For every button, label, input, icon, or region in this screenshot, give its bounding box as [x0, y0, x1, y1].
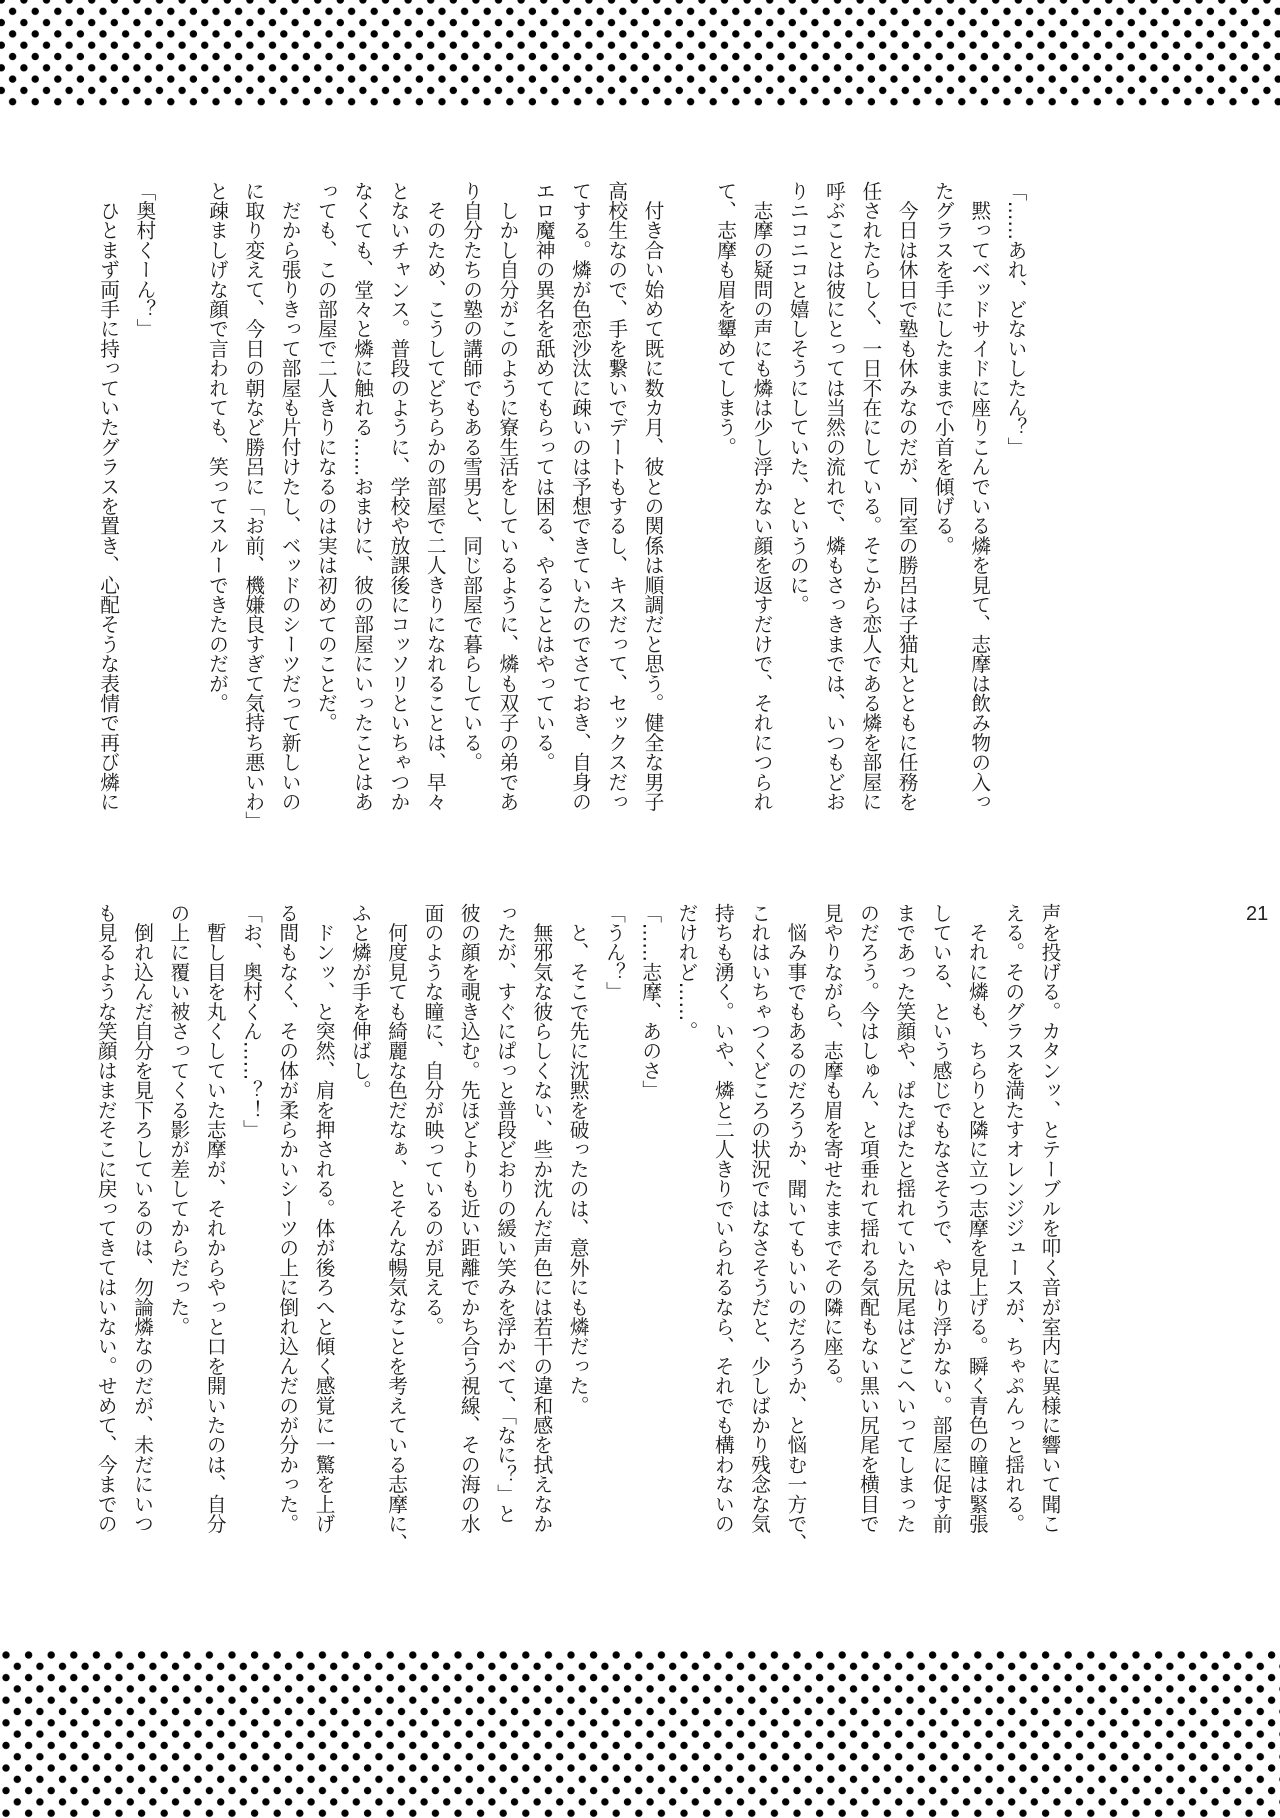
- lower-text-column: ふと燐が手を伸ばし。: [348, 903, 372, 1100]
- upper-text-column: ひとまず両手に持っていたグラスを置き、心配そうな表情で再び燐に: [96, 181, 120, 812]
- upper-text-column: だから張りきって部屋も片付けたし、ベッドのシーツだって新しいの: [278, 181, 302, 812]
- page-number: 21: [1246, 903, 1269, 925]
- upper-text-column: てする。燐が色恋沙汰に疎いのは予想できていたのでさておき、自身の: [568, 181, 592, 812]
- lower-text-column: の上に覆い被さってくる影が差してからだった。: [166, 903, 190, 1337]
- lower-text-column: 無邪気な彼らしくない、些か沈んだ声色には若干の違和感を拭えなか: [529, 903, 553, 1534]
- lower-text-column: だけれど……。: [675, 903, 699, 1041]
- upper-text-column: しかし自分がこのように寮生活をしているように、燐も双子の弟であ: [495, 181, 519, 812]
- lower-text-column: 彼の顔を覗き込む。先ほどよりも近い距離でかち合う視線、その海の水: [457, 903, 481, 1534]
- upper-text-column: 「……あれ、どないしたん？」: [1004, 181, 1027, 457]
- polka-dot-border-top: [0, 0, 1280, 108]
- upper-text-column: 任されたらしく、一日不在にしている。そこから恋人である燐を部屋に: [858, 181, 882, 812]
- upper-text-column: [162, 181, 198, 831]
- lower-text-column: 悩み事でもあるのだろうか、聞いてもいいのだろうか、と悩む一方で、: [783, 903, 807, 1553]
- upper-text-column: 呼ぶことは彼にとっては当然の流れで、燐もさっきまでは、いつもどお: [822, 181, 846, 812]
- text-block-lower: [87, 903, 1067, 1553]
- lower-text-column: 暫し目を丸くしていた志摩が、それからやっと口を開いたのは、自分: [203, 903, 227, 1534]
- lower-text-column: える。そのグラスを満たすオレンジジュースが、ちゃぷんっと揺れる。: [1001, 903, 1025, 1534]
- upper-text-column: エロ魔神の異名を舐めてもらっては困る、やることはやっている。: [532, 181, 556, 772]
- lower-text-column: のだろう。今はしゅん、と項垂れて揺れる気配もない黒い尻尾を横目で: [856, 903, 880, 1534]
- lower-text-column: 「うん？」: [602, 903, 626, 1002]
- upper-text-column: 志摩の疑問の声にも燐は少し浮かない顔を返すだけで、それにつられ: [749, 181, 773, 812]
- text-block-upper: [89, 181, 1033, 831]
- lower-text-column: 声を投げる。カタンッ、とテーブルを叩く音が室内に異様に響いて聞こ: [1038, 903, 1061, 1534]
- lower-text-column: 持ちも湧く。いや、燐と二人きりでいられるなら、それでも構わないの: [711, 903, 735, 1534]
- upper-text-column: っても、この部屋で二人きりになるのは実は初めてのことだ。: [314, 181, 338, 733]
- polka-dot-border-bottom: [0, 1648, 1280, 1818]
- upper-text-column: たグラスを手にしたままで小首を傾げる。: [931, 181, 955, 556]
- upper-text-column: と疎ましげな顔で言われても、笑ってスルーできたのだが。: [205, 181, 229, 713]
- lower-text-column: これはいちゃつくどころの状況ではなさそうだと、少しばかり残念な気: [747, 903, 771, 1534]
- upper-text-column: 高校生なので、手を繋いでデートもするし、キスだって、セックスだっ: [604, 181, 628, 812]
- upper-text-column: 黙ってベッドサイドに座りこんでいる燐を見て、志摩は飲み物の入っ: [967, 181, 991, 812]
- lower-text-column: る間もなく、その体が柔らかいシーツの上に倒れ込んだのが分かった。: [275, 903, 299, 1534]
- upper-text-column: [670, 181, 706, 831]
- lower-text-column: ったが、すぐにぱっと普段どおりの緩い笑みを浮かべて、「なに？」と: [493, 903, 517, 1524]
- lower-text-column: 倒れ込んだ自分を見下ろしているのは、勿論燐なのだが、未だにいつ: [130, 903, 154, 1534]
- lower-text-column: まであった笑顔や、ぱたぱたと揺れていた尻尾はどこへいってしまった: [892, 903, 916, 1534]
- lower-text-column: している、という感じでもなさそうで、やはり浮かない。部屋に促す前: [929, 903, 953, 1534]
- upper-text-column: り自分たちの塾の講師でもある雪男と、同じ部屋で暮らしている。: [459, 181, 483, 772]
- lower-text-column: 何度見ても綺麗な色だなぁ、とそんな暢気なことを考えている志摩に、: [384, 903, 408, 1553]
- lower-text-column: と、そこで先に沈黙を破ったのは、意外にも燐だった。: [566, 903, 590, 1416]
- lower-text-column: も見るような笑顔はまだそこに戻ってきてはいない。せめて、今までの: [94, 903, 118, 1534]
- lower-text-column: 「お、奥村くん……？！」: [239, 903, 263, 1140]
- upper-text-column: とないチャンス。普段のように、学校や放課後にコッソリといちゃつか: [386, 181, 410, 812]
- lower-text-column: それに燐も、ちらりと隣に立つ志摩を見上げる。瞬く青色の瞳は緊張: [965, 903, 989, 1534]
- lower-text-column: 「……志摩、あのさ」: [638, 903, 662, 1100]
- upper-text-column: そのため、こうしてどちらかの部屋で二人きりになれることは、早々: [423, 181, 447, 812]
- upper-text-column: なくても、堂々と燐に触れる……おまけに、彼の部屋にいったことはあ: [350, 181, 374, 812]
- lower-text-column: 見やりながら、志摩も眉を寄せたままでその隣に座る。: [820, 903, 844, 1396]
- upper-text-column: 今日は休日で塾も休みなのだが、同室の勝呂は子猫丸とともに任務を: [895, 181, 919, 812]
- upper-text-column: 付き合い始めて既に数カ月、彼との関係は順調だと思う。健全な男子: [641, 181, 665, 812]
- upper-text-column: りニコニコと嬉しそうにしていた、というのに。: [786, 181, 810, 615]
- lower-text-column: ドンッ、と突然、肩を押される。体が後ろへと傾く感覚に一驚を上げ: [312, 903, 336, 1534]
- upper-text-column: に取り変えて、今日の朝など勝呂に「お前、機嫌良すぎて気持ち悪いわ」: [241, 181, 265, 831]
- upper-text-column: 「奥村くーん？」: [132, 181, 156, 339]
- upper-text-column: て、志摩も眉を顰めてしまう。: [713, 181, 737, 457]
- lower-text-column: 面のような瞳に、自分が映っているのが見える。: [420, 903, 444, 1337]
